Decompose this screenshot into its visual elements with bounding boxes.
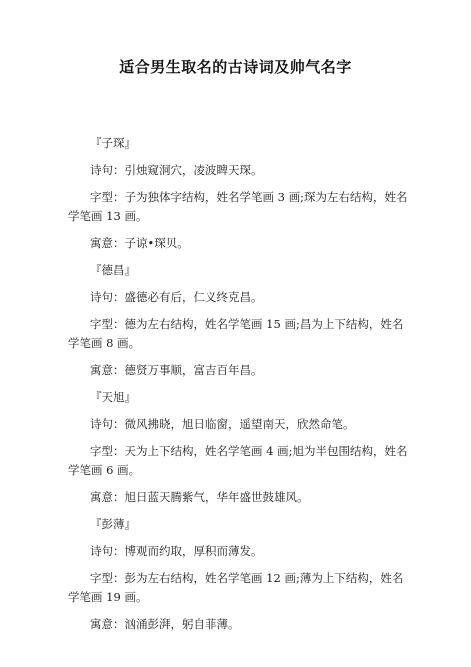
name-entry [0, 388, 471, 507]
entry-structure: 字型：德为左右结构，姓名学笔画 15 画;昌为上下结构，姓名学笔画 8 画。 [68, 317, 404, 350]
entry-meaning: 寓意：子谅•琛贝。 [90, 236, 189, 250]
name-entries [0, 134, 471, 642]
entry-meaning: 寓意：德贤万事顺，富吉百年昌。 [90, 363, 263, 377]
name-entry [0, 515, 471, 634]
entry-structure: 字型：天为上下结构，姓名学笔画 4 画;旭为半包围结构，姓名学笔画 6 画。 [68, 444, 408, 477]
entry-name: 『天旭』 [90, 390, 136, 404]
entry-name: 『德昌』 [90, 263, 136, 277]
entry-structure: 字型：彭为左右结构，姓名学笔画 12 画;薄为上下结构，姓名学笔画 19 画。 [68, 571, 404, 604]
entry-poem: 诗句：引烛窥洞穴，凌波睥天琛。 [90, 163, 263, 177]
entry-name: 『子琛』 [90, 136, 136, 150]
entry-name: 『彭薄』 [90, 517, 136, 531]
entry-poem: 诗句：盛德必有后，仁义终克昌。 [90, 290, 263, 304]
entry-meaning: 寓意：旭日蓝天腾紫气，华年盛世鼓雄风。 [90, 490, 309, 504]
page-title: 适合男生取名的古诗词及帅气名字 [119, 58, 352, 76]
entry-structure: 字型：子为独体字结构，姓名学笔画 3 画;琛为左右结构，姓名学笔画 13 画。 [68, 190, 408, 223]
entry-poem: 诗句：微风拂晓，旭日临窗，遥望南天，欣然命笔。 [90, 417, 355, 431]
name-entry [0, 134, 471, 253]
name-entry [0, 261, 471, 380]
entry-poem: 诗句：博观而约取，厚积而薄发。 [90, 544, 263, 558]
entry-meaning: 寓意：汹涌彭湃，躬自菲薄。 [90, 617, 240, 631]
